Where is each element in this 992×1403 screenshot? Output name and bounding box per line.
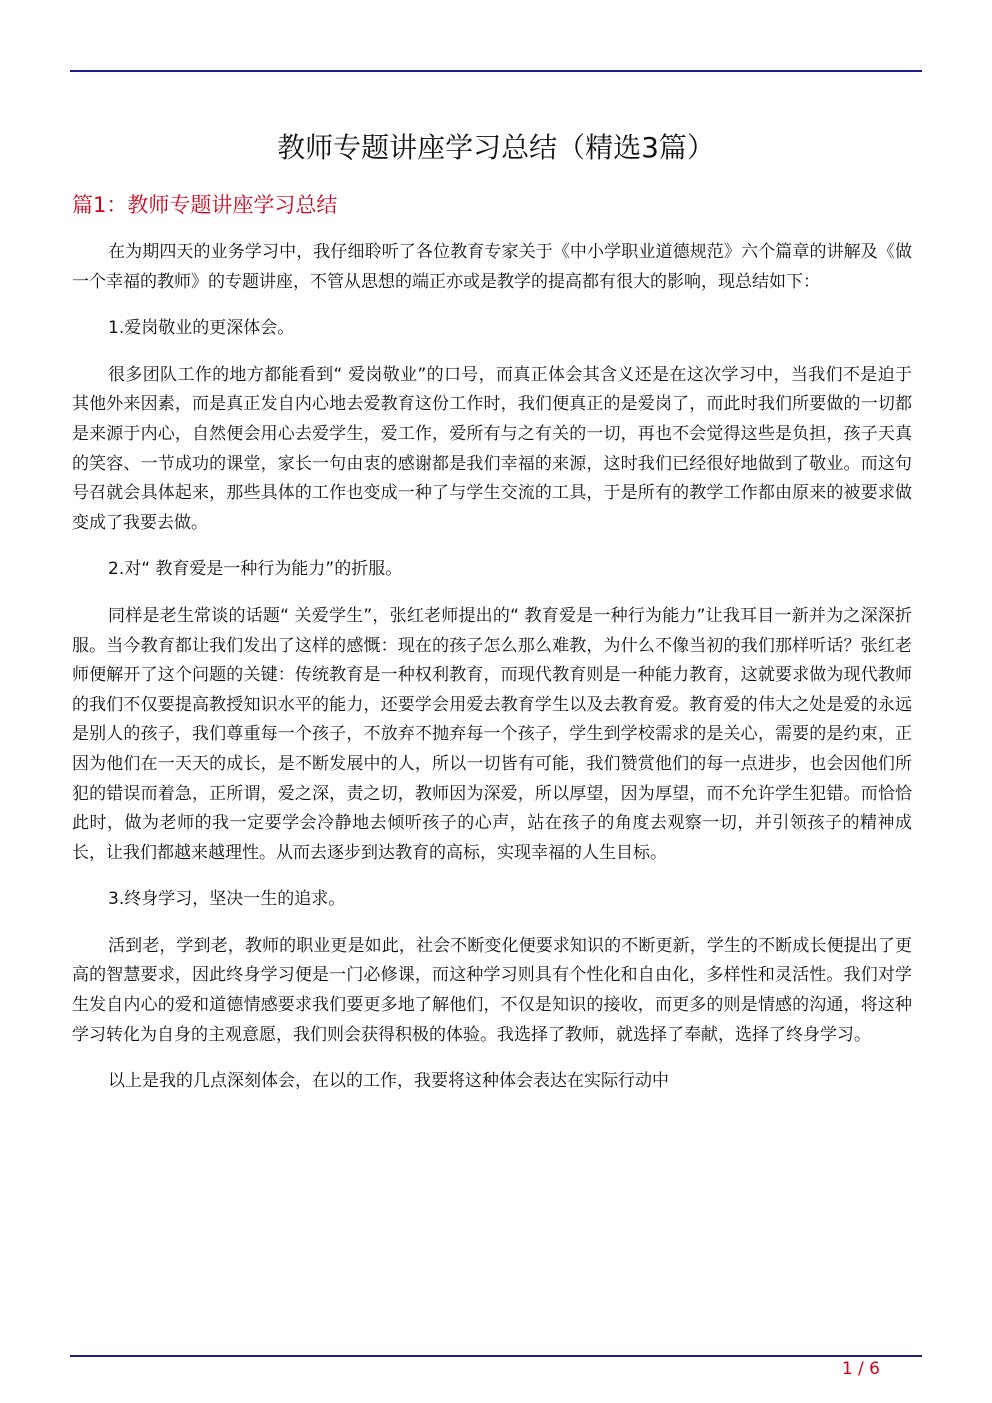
paragraph-point-3: 活到老，学到老，教师的职业更是如此，社会不断变化便要求知识的不断更新，学生的不断成长便提出了更高的智慧要求，因此终身学习便是一门必修课，而这种学习则具有个性化和自由化，多样性和灵活性。我们对学生发自内心的爱和道德情感要求我们要更多地了解他们，不仅是知识的接收，而更多的则是情感的沟通，将这种学习转化为自身的主观意愿，我们则会获得积极的体验。我选择了教师，就选择了奉献，选择了终身学习。 xyxy=(72,935,912,1045)
paragraph-point-1: 很多团队工作的地方都能看到“ 爱岗敬业”的口号，而真正体会其含义还是在这次学习中，当我们不是迫于其他外来因素，而是真正发自内心地去爱教育这份工作时，我们便真正的是爱岗了，而此时我们所要做的一切都是来源于内心，自然便会用心去爱学生，爱工作，爱所有与之有关的一切，再也不会觉得这些是负担，孩子天真的笑容、一节成功的课堂，家长一句由衷的感谢都是我们幸福的来源，这时我们已经很好地做到了敬业。而这句号召就会具体起来，那些具体的工作也变成一种了与学生交流的工具，于是所有的教学工作都由原来的被要求做变成了我要去做。 xyxy=(72,364,912,533)
section-heading: 篇1：教师专题讲座学习总结 xyxy=(72,193,338,217)
paragraph-point-2: 同样是老生常谈的话题“ 关爱学生”，张红老师提出的“ 教育爱是一种行为能力”让我耳目一新并为之深深折服。当今教育都让我们发出了这样的感慨：现在的孩子怎么那么难教，为什么不像当初的我们那样听话？张红老师便解开了这个问题的关键：传统教育是一种权利教育，而现代教育则是一种能力教育，这就要求做为现代教师的我们不仅要提高教授知识水平的能力，还要学会用爱去教育学生以及去教育爱。教育爱的伟大之处是爱的永远是别人的孩子，我们尊重每一个孩子，不放弃不抛弃每一个孩子，学生到学校需求的是关心，需要的是约束，正因为他们在一天天的成长，是不断发展中的人，所以一切皆有可能，我们赞赏他们的每一点进步，也会因他们所犯的错误而着急，正所谓，爱之深，责之切，教师因为深爱，所以厚望，因为厚望，而不允许学生犯错。而恰恰此时，做为老师的我一定要学会冷静地去倾听孩子的心声，站在孩子的角度去观察一切，并引领孩子的精神成长，让我们都越来越理性。从而去逐步到达教育的高标，实现幸福的人生目标。 xyxy=(72,605,912,863)
point-heading-2: 2.对“ 教育爱是一种行为能力”的折服。 xyxy=(108,559,403,580)
header-rule xyxy=(70,70,922,72)
page-number: 1 / 6 xyxy=(841,1359,880,1379)
document-title: 教师专题讲座学习总结（精选3篇） xyxy=(277,131,715,164)
paragraph-intro: 在为期四天的业务学习中，我仔细聆听了各位教育专家关于《中小学职业道德规范》六个篇章的讲解及《做一个幸福的教师》的专题讲座，不管从思想的端正亦或是教学的提高都有很大的影响，现总结如下： xyxy=(72,242,912,292)
paragraph-conclusion: 以上是我的几点深刻体会，在以的工作，我要将这种体会表达在实际行动中 xyxy=(108,1071,669,1092)
document-body xyxy=(72,238,912,1114)
point-heading-3: 3.终身学习，坚决一生的追求。 xyxy=(108,889,346,910)
footer-rule xyxy=(70,1355,922,1357)
point-heading-1: 1.爱岗敬业的更深体会。 xyxy=(108,318,295,339)
